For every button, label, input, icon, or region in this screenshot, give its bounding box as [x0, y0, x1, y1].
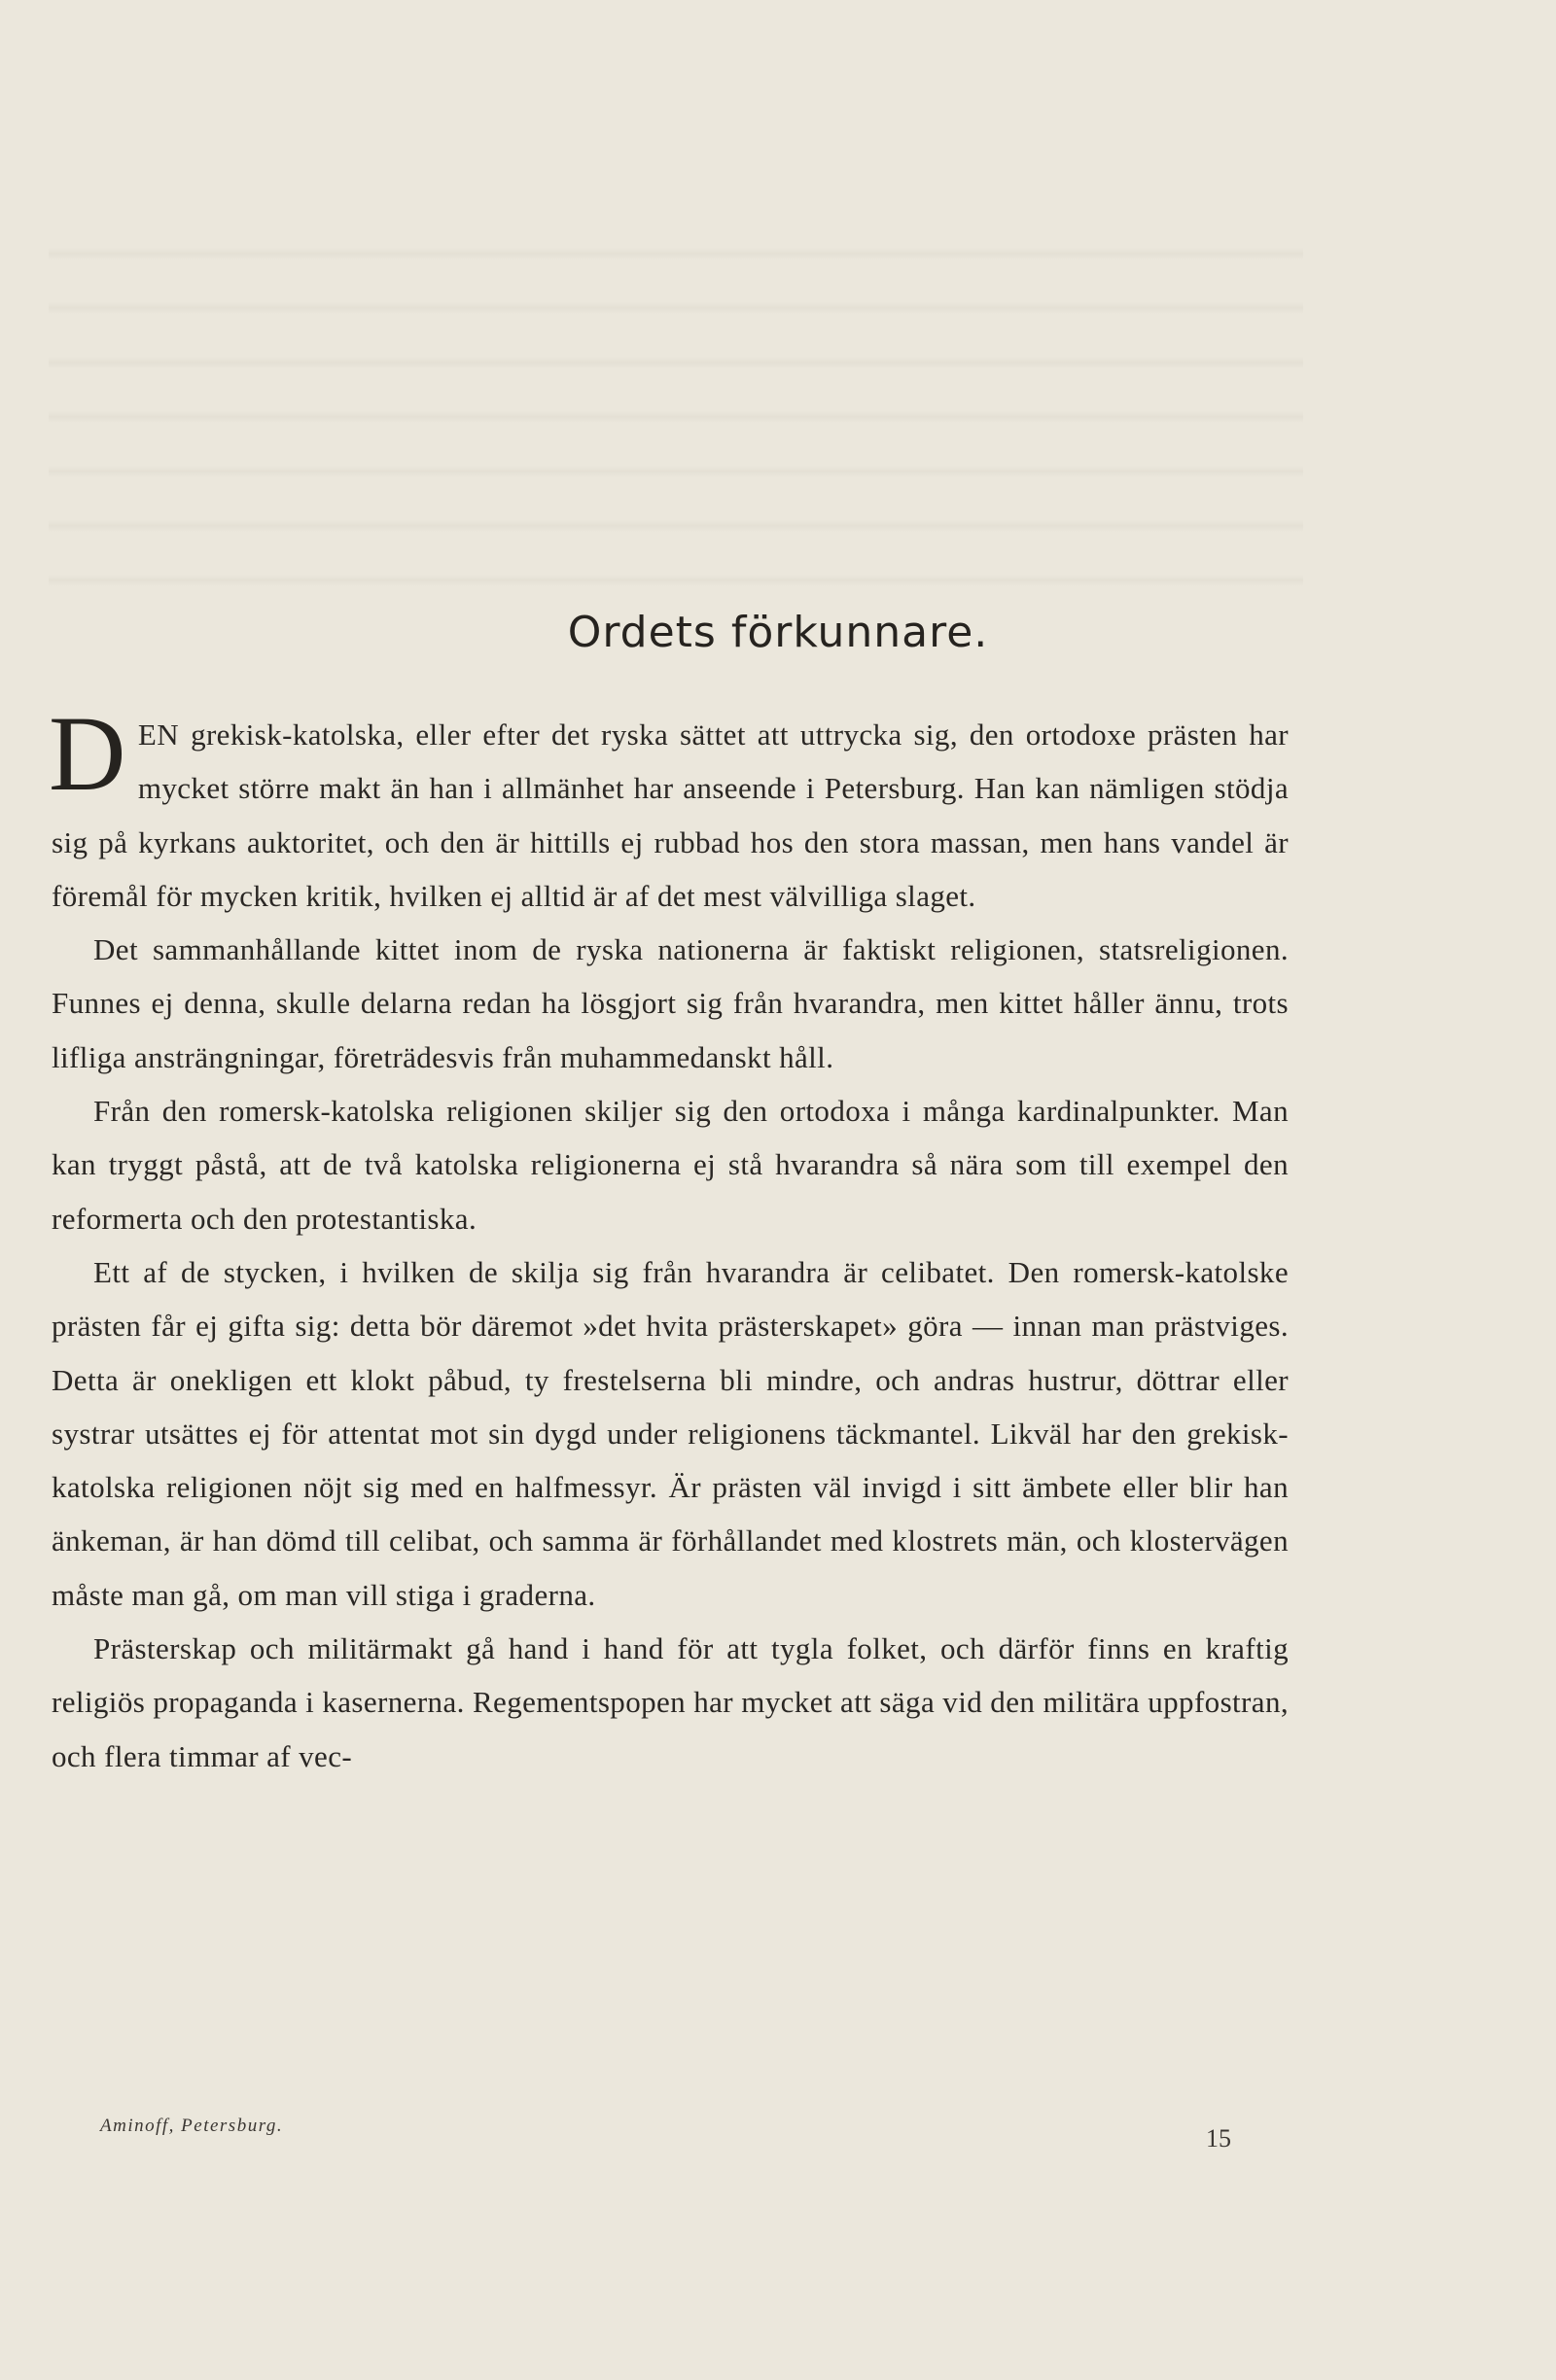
paragraph-2: Det sammanhållande kittet inom de ryska nationerna är faktiskt religionen, statsreligionen. Funnes ej denna, skulle delarna redan ha lösgjort sig från hvarandra, men kittet håller ännu, trots lifliga ansträngningar, företrädesvis från muhammedanskt håll.	[52, 932, 1289, 1074]
paragraph-5: Prästerskap och militärmakt gå hand i hand för att tygla folket, och därför finns en kraftig religiös propaganda i kasernerna. Regementspopen har mycket att säga vid den militära uppfostran, och flera timmar af vec-	[52, 1631, 1289, 1773]
bleed-through-shadow	[49, 219, 1303, 608]
opening-smallcaps: EN	[137, 718, 180, 752]
chapter-title: Ordets förkunnare.	[567, 608, 989, 657]
drop-cap: D	[49, 694, 126, 813]
page-number: 15	[1206, 2124, 1231, 2152]
paragraph-4: Ett af de stycken, i hvilken de skilja sig från hvarandra är celibatet. Den romersk-katolske prästen får ej gifta sig: detta bör däremot »det hvita prästerskapet» göra — innan man prästviges. Detta är onekligen ett klokt påbud, ty frestelserna bli mindre, och andras hustrur, döttrar eller systrar utsättes ej för attentat mot sin dygd under religionens täckmantel. Likväl har den grekisk-katolska religionen nöjt sig med en halfmessyr. Är prästen väl invigd i sitt ämbete eller blir han änkeman, är han dömd till celibat, och samma är förhållandet med klostrets män, och klostervägen måste man gå, om man vill stiga i graderna.	[52, 1254, 1289, 1612]
body-text	[49, 694, 1289, 1783]
paragraph-3: Från den romersk-katolska religionen skiljer sig den ortodoxa i många kardinalpunkter. Man kan tryggt påstå, att de två katolska religionerna ej stå hvarandra så nära som till exempel den reformerta och den protestantiska.	[52, 1094, 1289, 1236]
paragraph-1-text: grekisk-katolska, eller efter det ryska sättet att uttrycka sig, den ortodoxe prästen har mycket större makt än han i allmänhet har anseende i Petersburg. Han kan nämligen stödja sig på kyrkans auktoritet, och den är hittills ej rubbad hos den stora massan, men hans vandel är föremål för mycken kritik, hvilken ej alltid är af det mest välvilliga slaget.	[52, 718, 1289, 913]
paragraph-1	[49, 694, 1289, 923]
printer-imprint: Aminoff, Petersburg.	[100, 2116, 284, 2136]
